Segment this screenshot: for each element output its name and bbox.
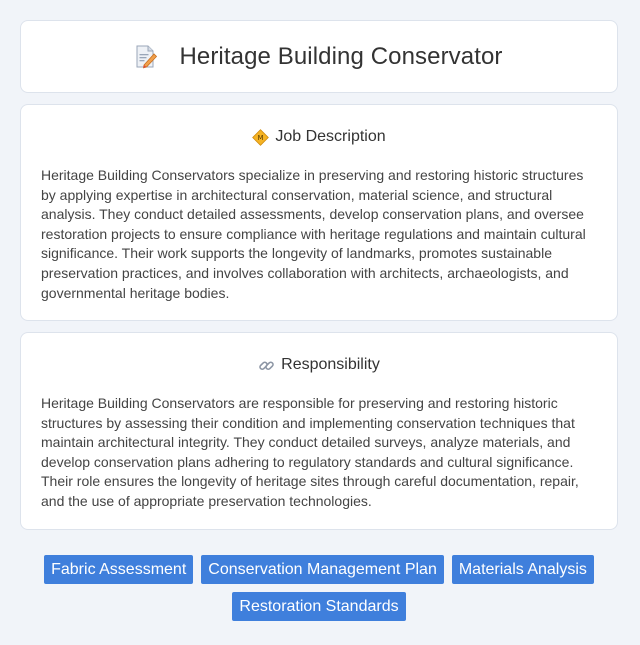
memo-icon (135, 45, 157, 69)
svg-text:M: M (257, 133, 264, 142)
tag-restoration-standards[interactable]: Restoration Standards (232, 592, 405, 621)
tag-fabric-assessment[interactable]: Fabric Assessment (44, 555, 193, 584)
title-card (20, 20, 618, 93)
tag-materials-analysis[interactable]: Materials Analysis (452, 555, 594, 584)
responsibility-text: Heritage Building Conservators are responsible for preserving and restoring historic structures by assessing their condition and implementing conservation techniques that maintain architectural integrity. They conduct detailed surveys, analyze materials, and develop conservation plans adhering to regulatory standards and cultural significance. Their role ensures the longevity of heritage sites through careful documentation, repair, and the use of appropriate preservation technologies. (41, 395, 579, 509)
tag-conservation-management-plan[interactable]: Conservation Management Plan (201, 555, 444, 584)
responsibility-heading: Responsibility (281, 356, 380, 373)
job-description-header (41, 127, 597, 147)
responsibility-card (20, 332, 618, 530)
responsibility-header (41, 355, 597, 375)
link-icon (258, 357, 275, 374)
page-title: Heritage Building Conservator (179, 42, 503, 70)
skill-tags (20, 555, 618, 621)
diamond-sign-icon (252, 129, 269, 146)
job-description-heading: Job Description (275, 128, 386, 145)
job-description-text: Heritage Building Conservators specialize in preserving and restoring historic structures by applying expertise in architectural conservation, material science, and structural analysis. They conduct detailed assessments, develop conservation plans, and oversee restoration projects to ensure compliance with heritage regulations and maintain cultural significance. Their work supports the longevity of landmarks, promotes sustainable preservation practices, and involves collaboration with architects, archaeologists, and governmental heritage bodies. (41, 167, 586, 301)
job-description-card (20, 104, 618, 321)
